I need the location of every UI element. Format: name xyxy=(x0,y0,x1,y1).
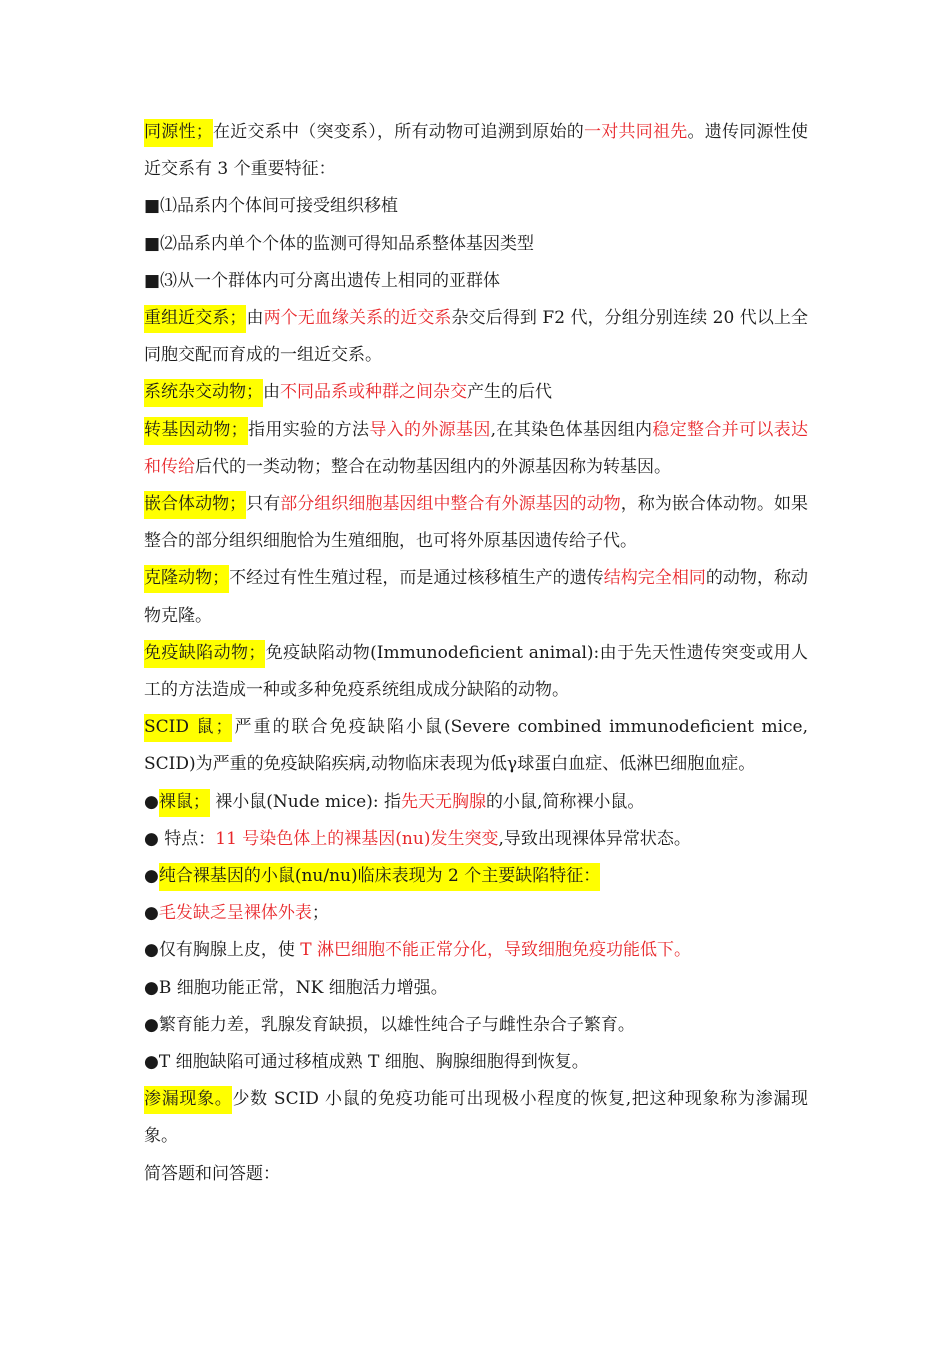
highlighted-term: 嵌合体动物； xyxy=(144,491,246,519)
document-body xyxy=(144,114,808,1193)
paragraph xyxy=(144,821,808,858)
emphasis-text: 部分组织细胞基因组中整合有外源基因的动物 xyxy=(280,494,621,515)
paragraph xyxy=(144,188,808,225)
text-run: ●T 细胞缺陷可通过移植成熟 T 细胞、胸腺细胞得到恢复。 xyxy=(144,1052,589,1073)
paragraph xyxy=(144,486,808,560)
emphasis-text: 毛发缺乏呈裸体外表 xyxy=(158,903,312,924)
emphasis-text: 一对共同祖先 xyxy=(584,122,688,142)
paragraph xyxy=(144,635,808,709)
paragraph xyxy=(144,1156,808,1193)
emphasis-text: 两个无血缘关系的近交系 xyxy=(263,308,452,329)
text-run: 。遗传同源性使近交系有 3 个重要特征： xyxy=(144,122,808,180)
text-run: 免疫缺陷动物(Immunodeficient animal):由于先天性遗传突变或用人工的方法造成一种或多种免疫系统组成成分缺陷的动物。 xyxy=(144,642,808,701)
paragraph xyxy=(144,300,808,374)
emphasis-text: 结构完全相同 xyxy=(603,568,706,589)
paragraph xyxy=(144,895,808,932)
text-run: 裸小鼠(Nude mice): 指 xyxy=(209,791,401,812)
highlighted-term: 转基因动物； xyxy=(144,417,248,445)
text-run: ● xyxy=(144,866,159,887)
text-run: 少数 SCID 小鼠的免疫功能可出现极小程度的恢复,把这种现象称为渗漏现象。 xyxy=(144,1089,809,1147)
text-run: 由 xyxy=(263,382,280,403)
paragraph xyxy=(144,263,808,300)
emphasis-text: T 淋巴细胞不能正常分化，导致细胞免疫功能低下。 xyxy=(300,940,691,961)
text-run: ； xyxy=(311,903,329,924)
text-run: 的小鼠,简称裸小鼠。 xyxy=(485,791,645,812)
text-run: 简答题和问答题： xyxy=(144,1163,280,1184)
emphasis-text: 导入的外源基因 xyxy=(369,419,491,440)
highlighted-term: SCID 鼠； xyxy=(144,714,232,742)
paragraph xyxy=(144,560,808,634)
emphasis-text: 先天无胸腺 xyxy=(400,791,486,812)
paragraph xyxy=(144,412,808,486)
text-run: ■⑴品系内个体间可接受组织移植 xyxy=(144,196,399,217)
highlighted-term: 系统杂交动物； xyxy=(144,379,263,407)
emphasis-text: 不同品系或种群之间杂交 xyxy=(280,382,467,403)
text-run: ●B 细胞功能正常，NK 细胞活力增强。 xyxy=(144,977,448,998)
text-run: ●仅有胸腺上皮，使 xyxy=(144,940,301,961)
paragraph xyxy=(144,226,808,263)
text-run: 严重的联合免疫缺陷小鼠(Severe combined immunodeficient mice, SCID)为严重的免疫缺陷疾病,动物临床表现为低γ球蛋白血症、低淋巴细胞血症。 xyxy=(144,717,808,775)
emphasis-text: 11 号染色体上的裸基因(nu)发生突变 xyxy=(215,828,499,849)
paragraph xyxy=(144,932,808,969)
emphasis-text: 稳定整合并可以表达和传给 xyxy=(144,419,809,477)
highlighted-term: 克隆动物； xyxy=(144,565,229,593)
text-run: 指用实验的方法 xyxy=(247,419,370,440)
paragraph xyxy=(144,970,808,1007)
paragraph xyxy=(144,1081,808,1155)
text-run: 后代的一类动物；整合在动物基因组内的外源基因称为转基因。 xyxy=(195,456,671,477)
text-run: 不经过有性生殖过程，而是通过核移植生产的遗传 xyxy=(229,568,604,589)
text-run: 在近交系中（突变系），所有动物可追溯到原始的 xyxy=(212,122,584,142)
text-run: ● 特点： xyxy=(144,828,216,849)
text-run: ,导致出现裸体异常状态。 xyxy=(498,828,691,849)
text-run: 的动物，称动物克隆。 xyxy=(144,568,809,626)
highlighted-term: 同源性； xyxy=(144,119,213,147)
paragraph xyxy=(144,709,808,783)
paragraph xyxy=(144,1044,808,1081)
paragraph xyxy=(144,1007,808,1044)
text-run: ●繁育能力差，乳腺发育缺损，以雄性纯合子与雌性杂合子繁育。 xyxy=(144,1014,635,1035)
highlighted-term: 裸鼠； xyxy=(159,789,210,817)
highlighted-term: 重组近交系； xyxy=(144,305,246,333)
paragraph xyxy=(144,114,808,188)
highlighted-term: 纯合裸基因的小鼠(nu/nu)临床表现为 2 个主要缺陷特征： xyxy=(159,863,600,891)
text-run: ，称为嵌合体动物。如果整合的部分组织细胞恰为生殖细胞，也可将外原基因遗传给子代。 xyxy=(144,494,809,552)
text-run: ■⑵品系内单个个体的监测可得知品系整体基因类型 xyxy=(144,233,535,254)
highlighted-term: 渗漏现象。 xyxy=(144,1086,232,1114)
paragraph xyxy=(144,374,808,411)
text-run: 由 xyxy=(246,308,264,329)
highlighted-term: 免疫缺陷动物； xyxy=(144,640,265,668)
paragraph xyxy=(144,858,808,895)
paragraph xyxy=(144,784,808,821)
text-run: ■⑶从一个群体内可分离出遗传上相同的亚群体 xyxy=(144,270,501,291)
text-run: 产生的后代 xyxy=(467,382,552,403)
text-run: 只有 xyxy=(246,494,281,515)
text-run: ● xyxy=(144,791,159,812)
text-run: 杂交后得到 F2 代，分组分别连续 20 代以上全同胞交配而育成的一组近交系。 xyxy=(144,308,809,366)
text-run: ,在其染色体基因组内 xyxy=(490,419,653,440)
text-run: ● xyxy=(144,903,159,924)
